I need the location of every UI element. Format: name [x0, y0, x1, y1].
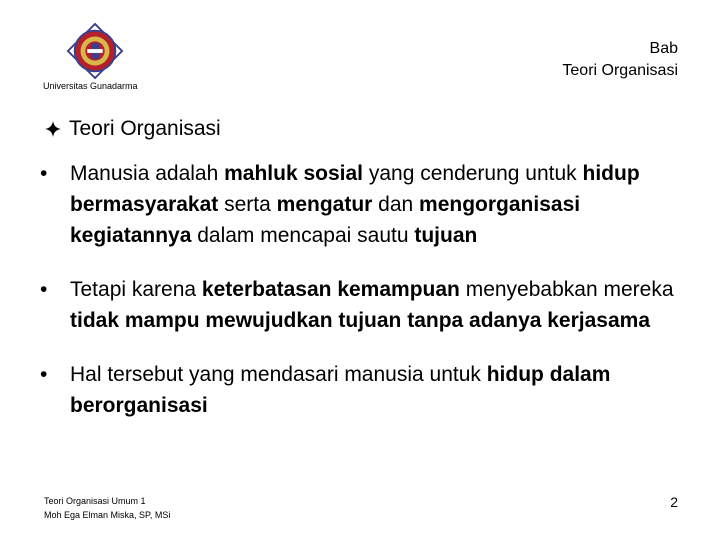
- section-heading: [45, 115, 221, 143]
- list-item: [40, 359, 690, 421]
- text-segment: dalam mencapai sautu: [191, 224, 415, 247]
- bullet-list: [40, 158, 690, 444]
- bold-text: hidup bermasyarakat: [70, 162, 640, 216]
- text-segment: Manusia adalah: [70, 162, 225, 185]
- list-item: [40, 274, 690, 336]
- bold-text: tujuan: [414, 224, 478, 247]
- bold-text: keterbatasan kemampuan: [201, 278, 460, 301]
- bold-text: tidak mampu mewujudkan tujuan tanpa adanya kerjasama: [70, 309, 651, 332]
- bold-text: mengatur: [276, 193, 373, 216]
- bullet-dot: •: [40, 363, 48, 386]
- bullet-text: [70, 162, 640, 247]
- footer-info: [44, 494, 170, 522]
- text-segment: Tetapi karena: [70, 278, 202, 301]
- university-name: Universitas Gunadarma: [43, 81, 138, 91]
- section-heading-text: Teori Organisasi: [69, 117, 221, 140]
- text-segment: dan: [372, 193, 420, 216]
- bullet-dot: •: [40, 278, 48, 301]
- footer-course: Teori Organisasi Umum 1: [44, 496, 146, 506]
- chapter-label: Bab: [649, 40, 678, 57]
- bold-text: hidup dalam berorganisasi: [70, 363, 611, 417]
- chapter-header: [562, 38, 678, 82]
- page-number: 2: [670, 494, 678, 510]
- bullet-dot: •: [40, 162, 48, 185]
- bullet-text: [70, 278, 674, 332]
- bullet-text: [70, 363, 610, 417]
- text-segment: Hal tersebut yang mendasari manusia untuk: [70, 363, 487, 386]
- university-logo: [66, 22, 124, 80]
- diamond-bullet-icon: [45, 121, 61, 137]
- text-segment: menyebabkan mereka: [459, 278, 674, 301]
- text-segment: serta: [218, 193, 277, 216]
- bold-text: mengorganisasi kegiatannya: [70, 193, 581, 247]
- footer-author: Moh Ega Elman Miska, SP, MSi: [44, 510, 171, 520]
- text-segment: yang cenderung untuk: [363, 162, 583, 185]
- chapter-title: Teori Organisasi: [562, 62, 678, 79]
- bold-text: mahluk sosial: [224, 162, 363, 185]
- list-item: [40, 158, 690, 251]
